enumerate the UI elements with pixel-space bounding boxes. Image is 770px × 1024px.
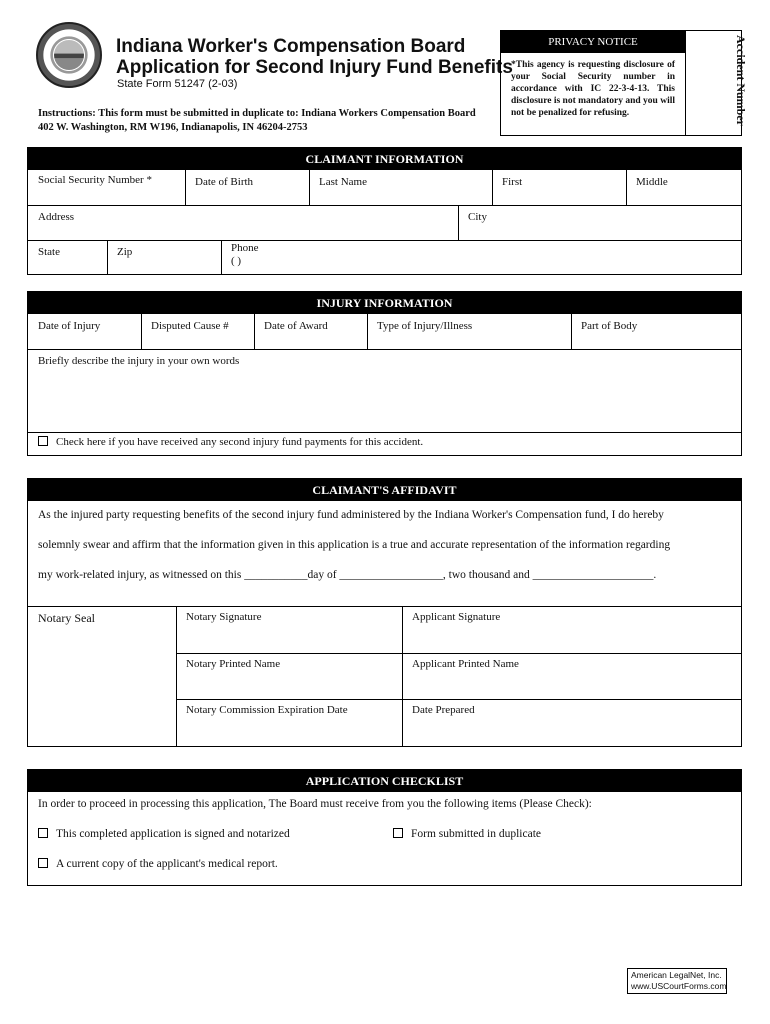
notary-seal-area xyxy=(28,606,176,747)
affidavit-line-3: my work-related injury, as witnessed on this ___________day of __________________, two thousand and _____________________. xyxy=(38,569,657,581)
duplicate-checkbox[interactable] xyxy=(393,828,403,838)
instructions-line-2: 402 W. Washington, RM W196, Indianapolis, IN 46204-2753 xyxy=(38,122,308,133)
dob-field[interactable] xyxy=(185,170,309,205)
phone-label: Phone xyxy=(231,242,259,254)
affidavit-line-2: solemnly swear and affirm that the information given in this application is a true and accurate representation of the information regarding xyxy=(38,539,671,551)
footer-line-2: www.USCourtForms.com xyxy=(631,981,727,991)
claimant-information-section xyxy=(27,147,742,275)
footer-credit xyxy=(627,968,727,994)
city-field[interactable] xyxy=(458,205,741,240)
phone-field[interactable] xyxy=(221,240,421,275)
disputed-cause-field[interactable] xyxy=(141,314,254,349)
page-title xyxy=(116,36,513,78)
payments-check-row xyxy=(28,432,741,456)
last-name-label: Last Name xyxy=(319,176,367,188)
checklist-item-duplicate xyxy=(393,828,541,840)
first-name-field[interactable] xyxy=(492,170,626,205)
notary-expiration-label: Notary Commission Expiration Date xyxy=(186,704,348,716)
signed-notarized-label: This completed application is signed and notarized xyxy=(56,828,290,840)
title-line-1: Indiana Worker's Compensation Board xyxy=(116,36,466,57)
privacy-notice-text: *This agency is requesting disclosure of your Social Security number in accordance with IC 22-3-4-13. This disclosure is not mandatory and you will not be penalized for refusing. xyxy=(511,60,675,118)
phone-area-code: ( ) xyxy=(231,255,242,267)
ssn-field[interactable] xyxy=(28,170,185,205)
date-of-injury-label: Date of Injury xyxy=(38,320,101,332)
payments-checkbox[interactable] xyxy=(38,436,48,446)
applicant-signature-label: Applicant Signature xyxy=(412,611,501,623)
instructions-line-1: Instructions: This form must be submitted in duplicate to: Indiana Workers Compensation Board xyxy=(38,108,476,119)
type-of-injury-label: Type of Injury/Illness xyxy=(377,320,473,332)
state-seal-logo xyxy=(36,22,102,88)
notary-printed-name-label: Notary Printed Name xyxy=(186,658,281,670)
state-field[interactable] xyxy=(28,240,107,275)
date-of-award-label: Date of Award xyxy=(264,320,328,332)
date-of-award-field[interactable] xyxy=(254,314,367,349)
privacy-notice xyxy=(500,30,686,136)
duplicate-label: Form submitted in duplicate xyxy=(411,828,541,840)
notary-signature-field[interactable] xyxy=(176,606,402,653)
state-label: State xyxy=(38,246,60,258)
date-of-injury-field[interactable] xyxy=(28,314,141,349)
claimant-information-title: CLAIMANT INFORMATION xyxy=(28,148,741,170)
privacy-notice-title: PRIVACY NOTICE xyxy=(501,31,685,53)
medical-report-label: A current copy of the applicant's medical report. xyxy=(56,858,278,870)
notary-signature-label: Notary Signature xyxy=(186,611,262,623)
injury-information-section xyxy=(27,291,742,456)
title-line-2: Application for Second Injury Fund Benefits xyxy=(116,57,513,78)
address-label: Address xyxy=(38,211,75,223)
date-prepared-label: Date Prepared xyxy=(412,704,475,716)
notary-seal-label: Notary Seal xyxy=(38,611,95,625)
applicant-printed-name-field[interactable] xyxy=(402,653,741,699)
injury-information-title: INJURY INFORMATION xyxy=(28,292,741,314)
middle-name-label: Middle xyxy=(636,176,668,188)
state-form-number: State Form 51247 (2-03) xyxy=(117,78,238,90)
claimant-affidavit-title: CLAIMANT'S AFFIDAVIT xyxy=(28,479,741,501)
injury-description-field[interactable] xyxy=(28,349,741,432)
injury-description-label: Briefly describe the injury in your own words xyxy=(38,355,240,367)
applicant-signature-field[interactable] xyxy=(402,606,741,653)
notary-expiration-field[interactable] xyxy=(176,699,402,747)
checklist-intro: In order to proceed in processing this application, The Board must receive from you the following items (Please Check): xyxy=(38,798,592,810)
address-field[interactable] xyxy=(28,205,458,240)
disputed-cause-label: Disputed Cause # xyxy=(151,320,229,332)
part-of-body-field[interactable] xyxy=(571,314,741,349)
medical-report-checkbox[interactable] xyxy=(38,858,48,868)
last-name-field[interactable] xyxy=(309,170,492,205)
dob-label: Date of Birth xyxy=(195,176,254,188)
first-name-label: First xyxy=(502,176,523,188)
notary-printed-name-field[interactable] xyxy=(176,653,402,699)
footer-line-1: American LegalNet, Inc. xyxy=(631,970,722,980)
signed-notarized-checkbox[interactable] xyxy=(38,828,48,838)
checklist-item-signed xyxy=(38,828,290,840)
affidavit-line-1: As the injured party requesting benefits of the second injury fund administered by the Indiana Worker's Compensation fund, I do hereby xyxy=(38,509,664,521)
part-of-body-label: Part of Body xyxy=(581,320,638,332)
zip-field[interactable] xyxy=(107,240,221,275)
instructions xyxy=(38,107,476,135)
accident-number-label: Accident Number xyxy=(734,35,748,126)
claimant-affidavit-section xyxy=(27,478,742,747)
city-label: City xyxy=(468,211,487,223)
payments-check-label: Check here if you have received any second injury fund payments for this accident. xyxy=(56,436,424,448)
middle-name-field[interactable] xyxy=(626,170,741,205)
application-checklist-title: APPLICATION CHECKLIST xyxy=(28,770,741,792)
date-prepared-field[interactable] xyxy=(402,699,741,747)
checklist-item-medical xyxy=(38,858,278,870)
application-checklist-section xyxy=(27,769,742,886)
applicant-printed-name-label: Applicant Printed Name xyxy=(412,658,519,670)
accident-number-field[interactable] xyxy=(686,30,748,136)
type-of-injury-field[interactable] xyxy=(367,314,571,349)
ssn-label: Social Security Number * xyxy=(38,174,152,186)
zip-label: Zip xyxy=(117,246,133,258)
